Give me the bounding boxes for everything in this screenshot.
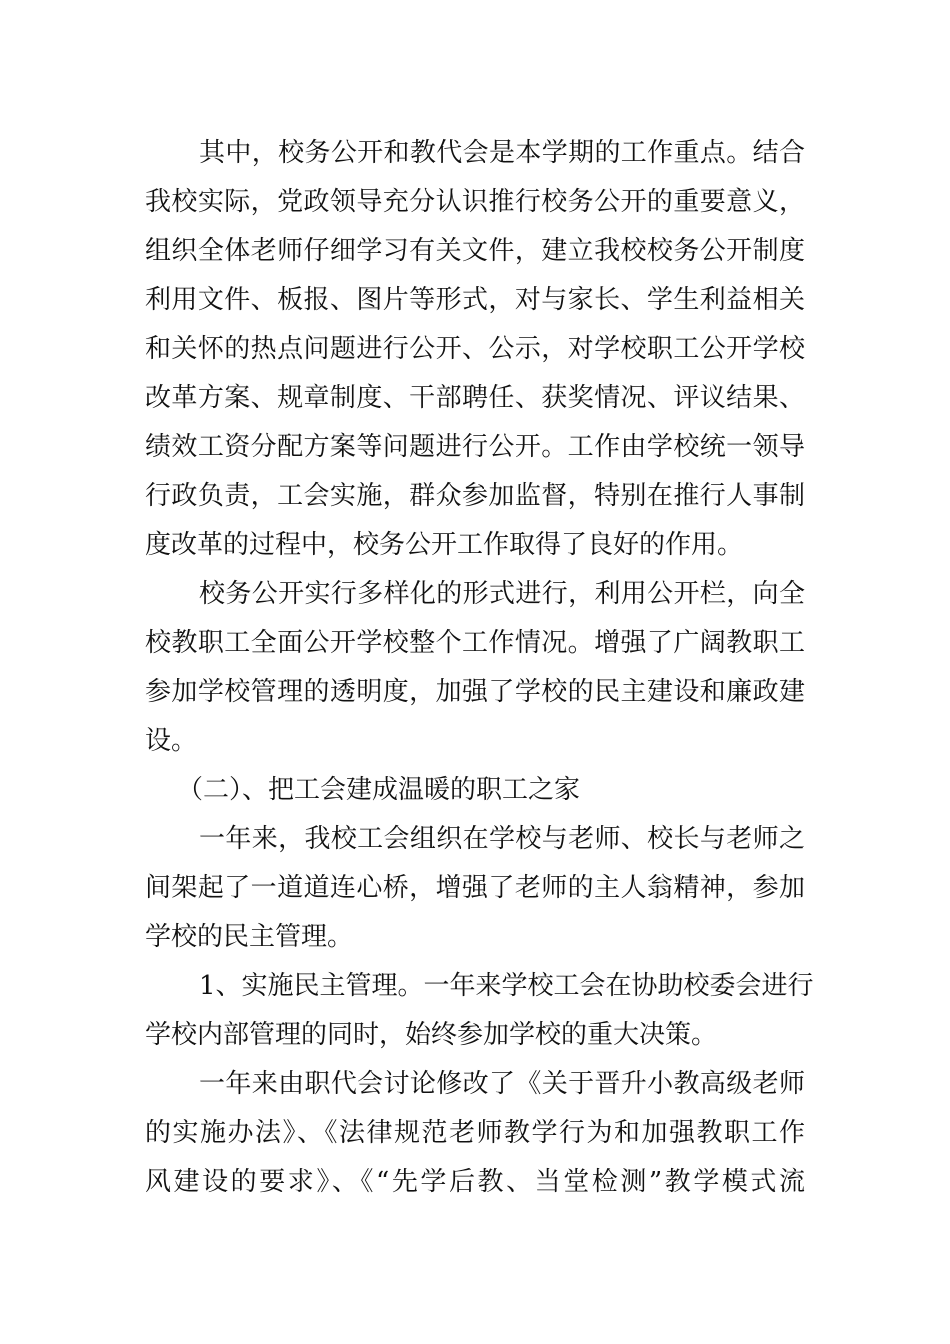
text-line: 1、实施民主管理。一年来学校工会在协助校委会进行 bbox=[199, 971, 814, 1001]
text-line: 学校的民主管理。 bbox=[145, 922, 354, 952]
text-line: 度改革的过程中，校务公开工作取得了良好的作用。 bbox=[145, 530, 744, 560]
text-line: 间架起了一道道连心桥，增强了老师的主人翁精神，参加 bbox=[145, 873, 805, 903]
text-line: 参加学校管理的透明度，加强了学校的民主建设和廉政建 bbox=[145, 677, 805, 707]
document-body bbox=[145, 129, 814, 1207]
text-line: 组织全体老师仔细学习有关文件，建立我校校务公开制度 bbox=[145, 236, 805, 266]
text-line: 绩效工资分配方案等问题进行公开。工作由学校统一领导 bbox=[145, 432, 805, 462]
text-line: 设。 bbox=[145, 726, 198, 756]
text-line: 其中，校务公开和教代会是本学期的工作重点。结合 bbox=[199, 138, 805, 168]
text-line: 校务公开实行多样化的形式进行，利用公开栏，向全 bbox=[199, 579, 805, 609]
text-line: 一年来，我校工会组织在学校与老师、校长与老师之 bbox=[199, 824, 805, 854]
text-line: 行政负责，工会实施，群众参加监督，特别在推行人事制 bbox=[145, 481, 805, 511]
text-line: 我校实际，党政领导充分认识推行校务公开的重要意义， bbox=[145, 187, 805, 217]
text-line: 利用文件、板报、图片等形式，对与家长、学生利益相关 bbox=[145, 285, 805, 315]
text-line: 风建设的要求》、《“先学后教、当堂检测”教学模式流 bbox=[145, 1167, 805, 1197]
text-line: 的实施办法》、《法律规范老师教学行为和加强教职工作 bbox=[145, 1118, 805, 1148]
text-line: 学校内部管理的同时，始终参加学校的重大决策。 bbox=[145, 1020, 718, 1050]
section-heading: （二）、把工会建成温暖的职工之家 bbox=[177, 775, 581, 805]
text-line: 改革方案、规章制度、干部聘任、获奖情况、评议结果、 bbox=[145, 383, 805, 413]
text-line: 和关怀的热点问题进行公开、公示，对学校职工公开学校 bbox=[145, 334, 805, 364]
text-line: 校教职工全面公开学校整个工作情况。增强了广阔教职工 bbox=[145, 628, 805, 658]
text-line: 一年来由职代会讨论修改了《关于晋升小教高级老师 bbox=[199, 1069, 805, 1099]
